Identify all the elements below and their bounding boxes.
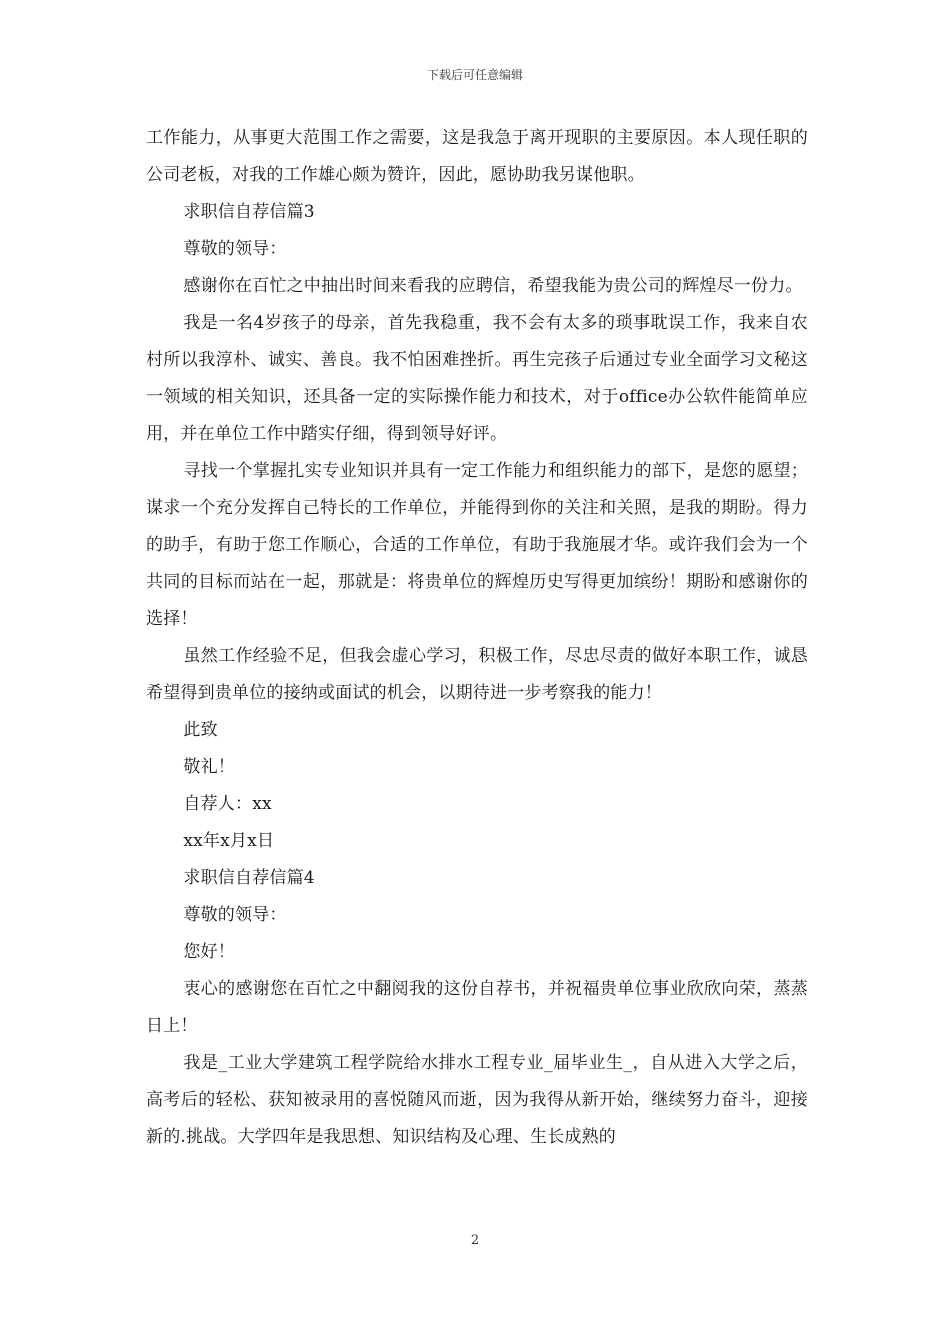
document-body <box>146 120 808 1156</box>
section-heading-3: 求职信自荐信篇3 <box>183 202 315 222</box>
paragraph: 虽然工作经验不足，但我会虚心学习，积极工作，尽忠尽责的做好本职工作，诚恳希望得到贵单位的接纳或面试的机会，以期待进一步考察我的能力！ <box>146 646 808 703</box>
paragraph: 感谢你在百忙之中抽出时间来看我的应聘信，希望我能为贵公司的辉煌尽一份力。 <box>183 276 803 296</box>
paragraph: 我是一名4岁孩子的母亲，首先我稳重，我不会有太多的琐事耽误工作，我来自农村所以我淳朴、诚实、善良。我不怕困难挫折。再生完孩子后通过专业全面学习文秘这一领域的相关知识，还具备一定的实际操作能力和技术，对于office办公软件能简单应用，并在单位工作中踏实仔细，得到领导好评。 <box>146 313 808 444</box>
section-heading-4: 求职信自荐信篇4 <box>183 868 315 888</box>
paragraph: 衷心的感谢您在百忙之中翻阅我的这份自荐书，并祝福贵单位事业欣欣向荣，蒸蒸日上！ <box>146 979 808 1036</box>
greeting: 您好！ <box>183 942 235 962</box>
closing-regards: 敬礼！ <box>183 757 235 777</box>
page-header-note: 下载后可任意编辑 <box>426 68 523 82</box>
paragraph: 我是_工业大学建筑工程学院给水排水工程专业_届毕业生_，自从进入大学之后，高考后的轻松、获知被录用的喜悦随风而逝，因为我得从新开始，继续努力奋斗，迎接新的.挑战。大学四年是我思想、知识结构及心理、生长成熟的 <box>146 1053 808 1147</box>
date-line: xx年x月x日 <box>183 831 275 851</box>
closing-line: 此致 <box>183 720 218 740</box>
paragraph-continuation: 工作能力，从事更大范围工作之需要，这是我急于离开现职的主要原因。本人现任职的公司老板，对我的工作雄心颇为赞许，因此，愿协助我另谋他职。 <box>146 128 808 185</box>
salutation: 尊敬的领导： <box>183 239 287 259</box>
page-number: 2 <box>470 1233 480 1248</box>
paragraph: 寻找一个掌握扎实专业知识并具有一定工作能力和组织能力的部下，是您的愿望；谋求一个充分发挥自己特长的工作单位，并能得到你的关注和关照，是我的期盼。得力的助手，有助于您工作顺心，合适的工作单位，有助于我施展才华。或许我们会为一个共同的目标而站在一起，那就是：将贵单位的辉煌历史写得更加缤纷！期盼和感谢你的选择！ <box>146 461 808 629</box>
salutation: 尊敬的领导： <box>183 905 287 925</box>
signature-line: 自荐人：xx <box>183 794 272 814</box>
